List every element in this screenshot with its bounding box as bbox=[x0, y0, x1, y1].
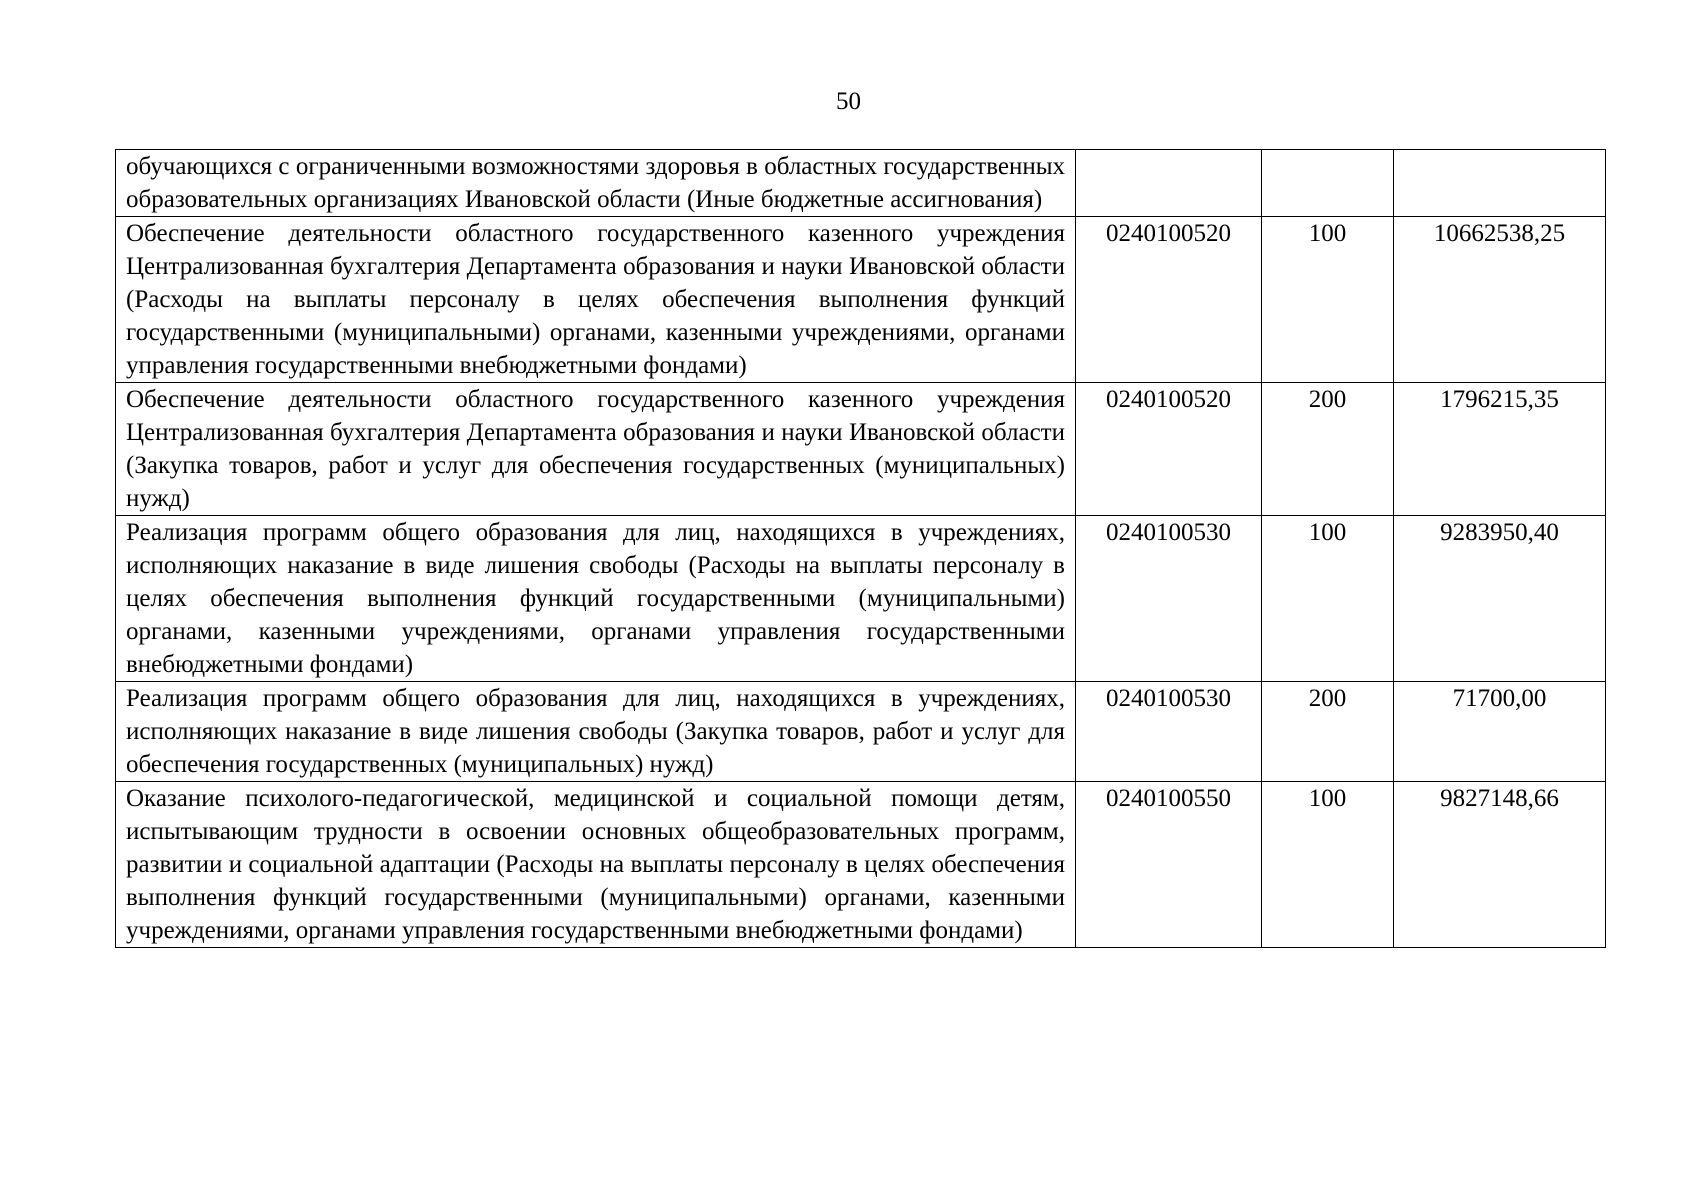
target-article-code: 0240100530 bbox=[1076, 682, 1262, 782]
expense-type-code bbox=[1262, 150, 1394, 217]
target-article-code: 0240100520 bbox=[1076, 217, 1262, 383]
amount: 10662538,25 bbox=[1394, 217, 1606, 383]
row-description: Реализация программ общего образования для лиц, находящихся в учреждениях, исполняющих наказание в виде лишения свободы (Расходы на выплаты персоналу в целях обеспечения выполнения функций государственными (муниципальными) органами, казенными учреждениями, органами управления государственными внебюджетными фондами) bbox=[116, 516, 1076, 682]
amount bbox=[1394, 150, 1606, 217]
row-description: Реализация программ общего образования для лиц, находящихся в учреждениях, исполняющих наказание в виде лишения свободы (Закупка товаров, работ и услуг для обеспечения государственных (муниципальных) нужд) bbox=[116, 682, 1076, 782]
expense-type-code: 200 bbox=[1262, 682, 1394, 782]
expense-type-code: 100 bbox=[1262, 782, 1394, 948]
page-number: 50 bbox=[836, 88, 861, 115]
amount: 9827148,66 bbox=[1394, 782, 1606, 948]
target-article-code: 0240100530 bbox=[1076, 516, 1262, 682]
row-description: Оказание психолого-педагогической, медицинской и социальной помощи детям, испытывающим трудности в освоении основных общеобразовательных программ, развитии и социальной адаптации (Расходы на выплаты персоналу в целях обеспечения выполнения функций государственными (муниципальными) органами, казенными учреждениями, органами управления государственными внебюджетными фондами) bbox=[116, 782, 1076, 948]
expense-type-code: 100 bbox=[1262, 217, 1394, 383]
amount: 71700,00 bbox=[1394, 682, 1606, 782]
table-row bbox=[116, 682, 1606, 782]
amount: 1796215,35 bbox=[1394, 383, 1606, 516]
row-description: Обеспечение деятельности областного государственного казенного учреждения Централизованная бухгалтерия Департамента образования и науки Ивановской области (Расходы на выплаты персоналу в целях обеспечения выполнения функций государственными (муниципальными) органами, казенными учреждениями, органами управления государственными внебюджетными фондами) bbox=[116, 217, 1076, 383]
target-article-code bbox=[1076, 150, 1262, 217]
table-row bbox=[116, 150, 1606, 217]
table-row bbox=[116, 217, 1606, 383]
row-description: обучающихся с ограниченными возможностями здоровья в областных государственных образовательных организациях Ивановской области (Иные бюджетные ассигнования) bbox=[116, 150, 1076, 217]
expense-type-code: 100 bbox=[1262, 516, 1394, 682]
budget-table bbox=[115, 149, 1606, 948]
expense-type-code: 200 bbox=[1262, 383, 1394, 516]
table-row bbox=[116, 516, 1606, 682]
table-row bbox=[116, 383, 1606, 516]
table-row bbox=[116, 782, 1606, 948]
target-article-code: 0240100520 bbox=[1076, 383, 1262, 516]
target-article-code: 0240100550 bbox=[1076, 782, 1262, 948]
amount: 9283950,40 bbox=[1394, 516, 1606, 682]
row-description: Обеспечение деятельности областного государственного казенного учреждения Централизованная бухгалтерия Департамента образования и науки Ивановской области (Закупка товаров, работ и услуг для обеспечения государственных (муниципальных) нужд) bbox=[116, 383, 1076, 516]
